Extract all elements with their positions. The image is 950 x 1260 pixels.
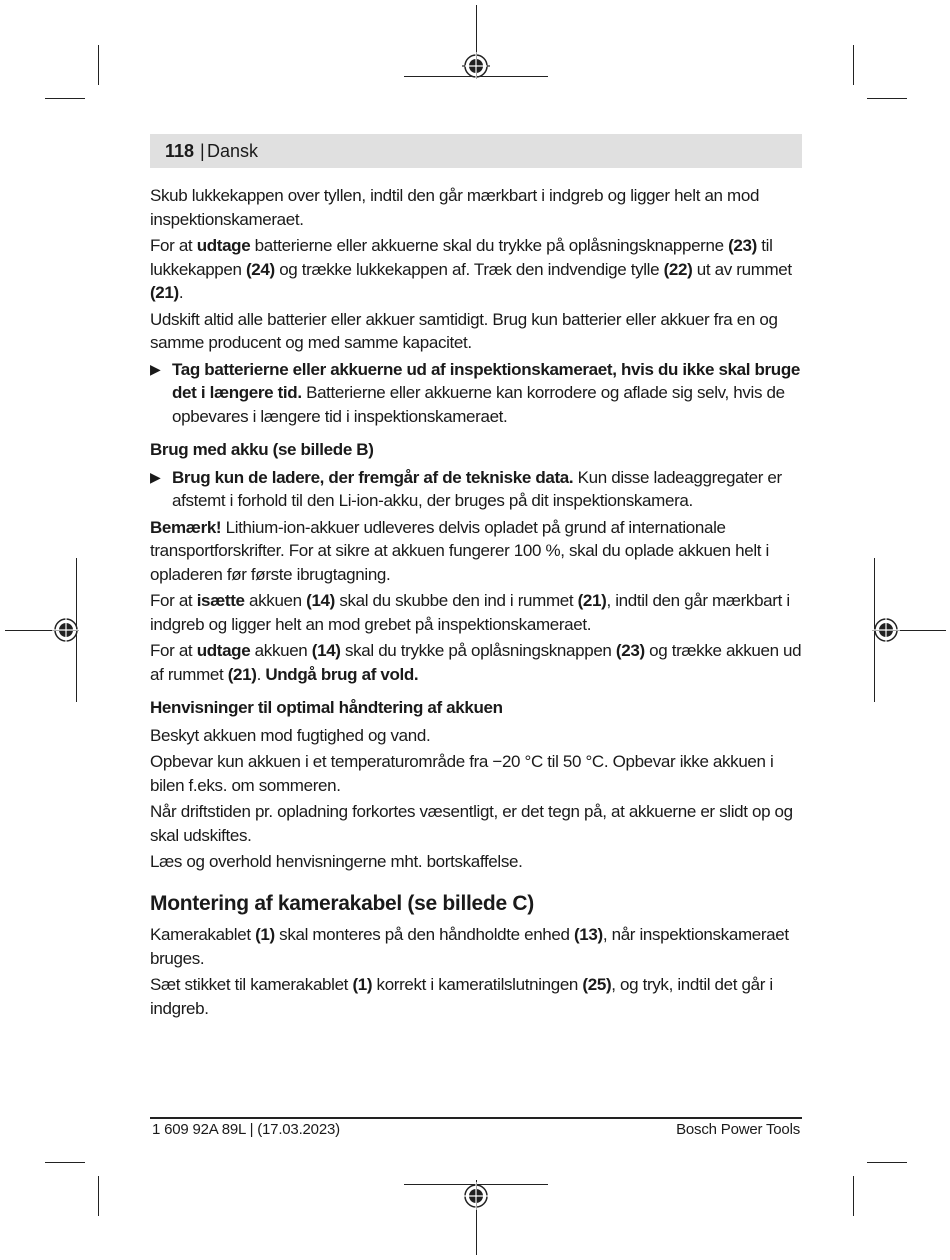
subsection-heading: Brug med akku (se billede B) (150, 440, 374, 459)
subsection-heading: Henvisninger til optimal håndtering af akkuen (150, 698, 503, 717)
crop-mark (853, 45, 854, 85)
crop-mark (45, 98, 85, 99)
warning-bullet: ▶ Brug kun de ladere, der fremgår af de tekniske data. Kun disse ladeaggregater er afstemt i forhold til den Li-ion-akku, der bruges på dit inspektionskamera. (150, 467, 782, 510)
paragraph: For at isætte akkuen (14) skal du skubbe den ind i rummet (21), indtil den går mærkbart i indgreb og ligger helt an mod grebet på inspektionskameraet. (150, 591, 790, 634)
paragraph: Beskyt akkuen mod fugtighed og vand. (150, 725, 431, 745)
section-title: Montering af kamerakabel (se billede C) (150, 891, 534, 915)
paragraph: Sæt stikket til kamerakablet (1) korrekt i kameratilslutningen (25), og tryk, indtil det går i indgreb. (150, 975, 773, 1018)
registration-target-icon (872, 616, 900, 644)
crop-mark (867, 98, 907, 99)
page-number: 118 (165, 141, 195, 161)
crop-mark (45, 1162, 85, 1163)
paragraph: For at udtage akkuen (14) skal du trykke på oplåsningsknappen (23) og trække akkuen ud af rummet (21). Undgå brug af vold. (150, 641, 802, 684)
crop-mark (853, 1176, 854, 1216)
document-id: 1 609 92A 89L | (17.03.2023) (152, 1121, 340, 1138)
language-label: Dansk (207, 141, 259, 161)
header-separator: | (200, 141, 205, 161)
paragraph: Læs og overhold henvisningerne mht. bortskaffelse. (150, 852, 523, 871)
registration-target-icon (52, 616, 80, 644)
brand-label: Bosch Power Tools (676, 1121, 800, 1138)
paragraph: Når driftstiden pr. opladning forkortes væsentligt, er det tegn på, at akkuerne er slidt op og skal udskiftes. (150, 802, 793, 845)
note-paragraph: Bemærk! Lithium-ion-akkuer udleveres delvis opladet på grund af internationale transportforskrifter. For at sikre at akkuen fungerer 100 %, skal du oplade akkuen helt i opladeren før første ibrugtagning. (150, 517, 769, 584)
crop-mark (98, 45, 99, 85)
paragraph: Kamerakablet (1) skal monteres på den håndholdte enhed (13), når inspektionskameraet bruges. (150, 925, 789, 968)
bullet-arrow-icon: ▶ (150, 360, 161, 377)
paragraph: Udskift altid alle batterier eller akkuer samtidigt. Brug kun batterier eller akkuer fra en og samme producent og med samme kapacitet. (150, 309, 778, 352)
crop-mark (867, 1162, 907, 1163)
paragraph: For at udtage batterierne eller akkuerne skal du trykke på oplåsningsknapperne (23) til lukkekappen (24) og trække lukkekappen af. Træk den indvendige tylle (22) ut av rummet (21). (150, 236, 792, 302)
registration-target-icon (462, 1182, 490, 1210)
registration-target-icon (462, 52, 490, 80)
page-header (150, 134, 802, 168)
crop-mark (98, 1176, 99, 1216)
paragraph: Opbevar kun akkuen i et temperaturområde fra −20 °C til 50 °C. Opbevar ikke akkuen i bilen f.eks. om sommeren. (150, 752, 774, 795)
page-content (150, 184, 802, 1023)
warning-bullet: ▶ Tag batterierne eller akkuerne ud af inspektionskameraet, hvis du ikke skal bruge det i længere tid. Batterierne eller akkuerne kan korrodere og aflade sig selv, hvis de opbevares i længere tid i inspektionskameraet. (150, 359, 800, 426)
bullet-arrow-icon: ▶ (150, 468, 161, 485)
paragraph: Skub lukkekappen over tyllen, indtil den går mærkbart i indgreb og ligger helt an mod inspektionskameraet. (150, 186, 760, 229)
footer-divider (150, 1117, 802, 1119)
